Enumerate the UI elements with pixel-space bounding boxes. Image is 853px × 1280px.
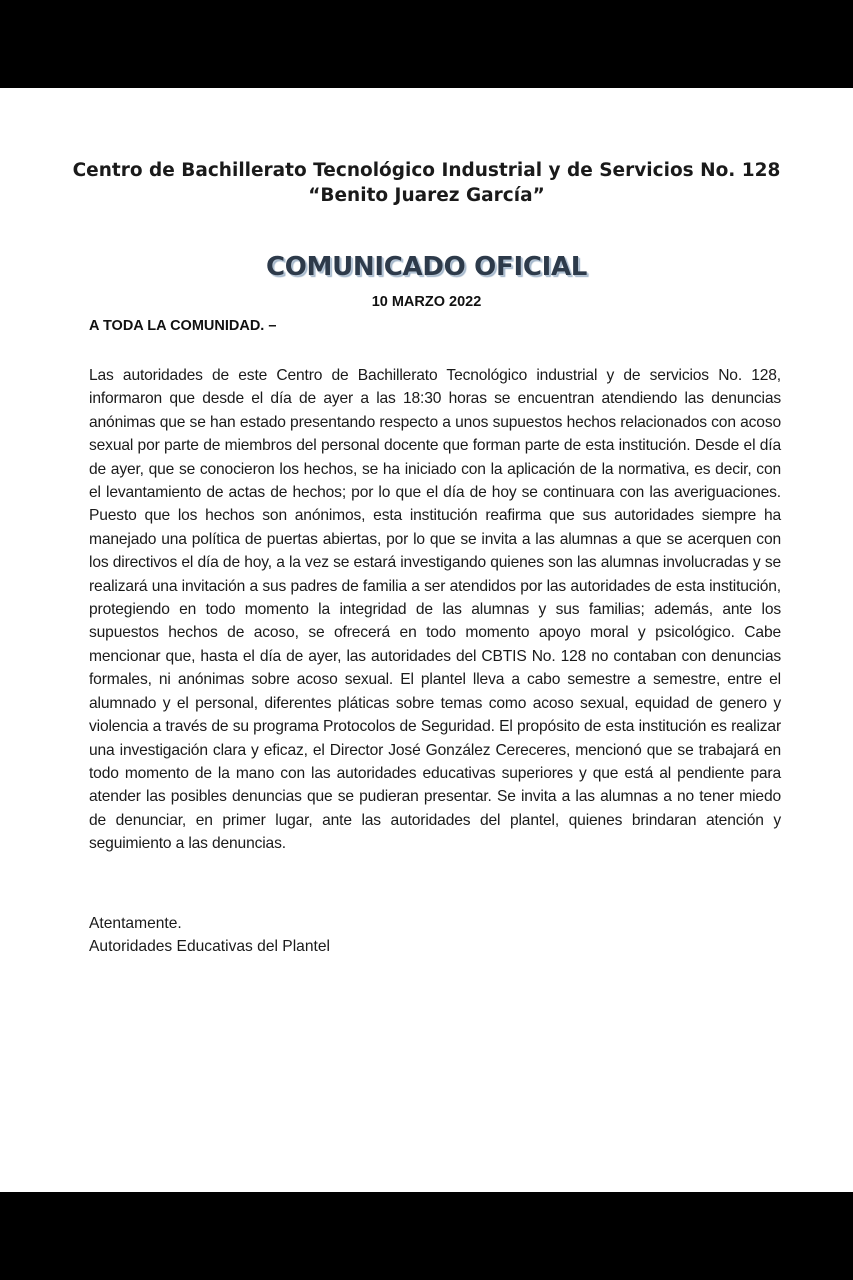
document-title: COMUNICADO OFICIAL <box>265 252 588 282</box>
closing-block <box>89 912 330 959</box>
body-paragraph: Las autoridades de este Centro de Bachillerato Tecnológico industrial y de servicios No. 128, informaron que desde el día de ayer a las 18:30 horas se encuentran atendiendo las denuncias anónimas que se han estado presentando respecto a unos supuestos hechos relacionados con acoso sexual por parte de miembros del personal docente que forman parte de esta institución. Desde el día de ayer, que se conocieron los hechos, se ha iniciado con la aplicación de la normativa, es decir, con el levantamiento de actas de hechos; por lo que el día de hoy se continuara con las averiguaciones. Puesto que los hechos son anónimos, esta institución reafirma que sus autoridades siempre ha manejado una política de puertas abiertas, por lo que se invita a las alumnas a que se acerquen con los directivos el día de hoy, a la vez se estará investigando quienes son las alumnas involucradas y se realizará una invitación a sus padres de familia a ser atendidos por las autoridades de esta institución, protegiendo en todo momento la integridad de las alumnas y sus familias; además, ante los supuestos hechos de acoso, se ofrecerá en todo momento apoyo moral y psicológico. Cabe mencionar que, hasta el día de ayer, las autoridades del CBTIS No. 128 no contaban con denuncias formales, ni anónimas sobre acoso sexual. El plantel lleva a cabo semestre a semestre, entre el alumnado y el personal, diferentes pláticas sobre temas como acoso sexual, equidad de genero y violencia a través de su programa Protocolos de Seguridad. El propósito de esta institución es realizar una investigación clara y eficaz, el Director José González Cereceres, mencionó que se trabajará en todo momento de la mano con las autoridades educativas superiores y que está al pendiente para atender las posibles denuncias que se pudieran presentar. Se invita a las alumnas a no tener miedo de denunciar, en primer lugar, ante las autoridades del plantel, quienes brindaran atención y seguimiento a las denuncias. <box>89 367 781 853</box>
school-name: “Benito Juarez García” <box>308 185 545 206</box>
document-page <box>0 88 853 1192</box>
document-header <box>0 158 853 208</box>
institution-name: Centro de Bachillerato Tecnológico Industrial y de Servicios No. 128 <box>72 160 781 181</box>
top-black-bar <box>0 0 853 88</box>
closing-farewell: Atentamente. <box>89 915 182 932</box>
document-date: 10 MARZO 2022 <box>371 294 482 310</box>
bottom-black-bar <box>0 1192 853 1280</box>
closing-signature: Autoridades Educativas del Plantel <box>89 938 330 956</box>
salutation: A TODA LA COMUNIDAD. – <box>89 318 277 334</box>
